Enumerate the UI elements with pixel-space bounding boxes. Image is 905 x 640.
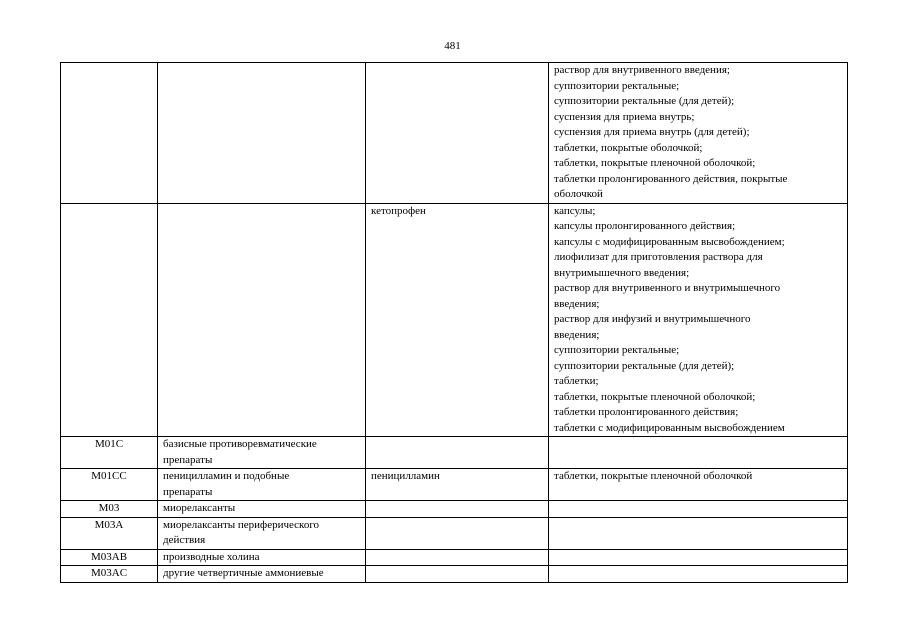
- dosage-form-line: суппозитории ректальные;: [554, 344, 680, 356]
- dosage-form-line: таблетки пролонгированного действия, покрытые: [554, 172, 788, 185]
- drug-name-cell: [366, 549, 549, 566]
- table-row: [61, 549, 848, 566]
- group-name-cell: [158, 437, 366, 469]
- dosage-form-line: раствор для внутривенного введения;: [554, 64, 730, 76]
- group-name-line: базисные противоревматические: [163, 438, 317, 450]
- drug-name-cell: [366, 437, 549, 469]
- dosage-form-line: раствор для инфузий и внутримышечного: [554, 313, 751, 325]
- table-row: [61, 566, 848, 583]
- group-name-cell: [158, 203, 366, 437]
- drug-name-cell: [366, 501, 549, 518]
- group-name-line: производные холина: [163, 550, 260, 563]
- dosage-form-line: внутримышечного введения;: [554, 266, 690, 279]
- dosage-form-line: таблетки с модифицированным высвобождением: [554, 421, 785, 434]
- dosage-form-line: суспензия для приема внутрь;: [554, 110, 695, 123]
- dosage-form-line: введения;: [554, 328, 600, 341]
- dosage-form-line: таблетки, покрытые пленочной оболочкой: [554, 470, 753, 482]
- dosage-forms-cell: [549, 63, 848, 204]
- atc-code-cell: M03A: [61, 517, 158, 549]
- drug-table-body: [61, 63, 848, 583]
- dosage-forms-cell: [549, 517, 848, 549]
- dosage-form-line: оболочкой: [554, 188, 603, 200]
- group-name-line: пеницилламин и подобные: [163, 470, 290, 482]
- drug-name-cell: [366, 517, 549, 549]
- group-name-line: препараты: [163, 485, 213, 498]
- dosage-form-line: таблетки, покрытые пленочной оболочкой;: [554, 157, 756, 169]
- dosage-form-line: суспензия для приема внутрь (для детей);: [554, 126, 750, 138]
- dosage-form-line: таблетки, покрытые оболочкой;: [554, 141, 703, 154]
- group-name-cell: [158, 469, 366, 501]
- group-name-cell: [158, 566, 366, 583]
- table-row: [61, 501, 848, 518]
- dosage-form-line: суппозитории ректальные (для детей);: [554, 359, 735, 372]
- dosage-forms-cell: [549, 437, 848, 469]
- dosage-forms-cell: [549, 566, 848, 583]
- dosage-form-line: капсулы пролонгированного действия;: [554, 220, 736, 232]
- table-row: [61, 63, 848, 204]
- atc-code-cell: M01C: [61, 437, 158, 469]
- dosage-forms-cell: [549, 501, 848, 518]
- group-name-cell: [158, 501, 366, 518]
- atc-code-cell: M03: [61, 501, 158, 518]
- drug-name-cell: пеницилламин: [366, 469, 549, 501]
- dosage-form-line: таблетки пролонгированного действия;: [554, 406, 739, 418]
- dosage-form-line: таблетки;: [554, 375, 599, 387]
- atc-code-cell: [61, 203, 158, 437]
- dosage-form-line: суппозитории ректальные (для детей);: [554, 95, 735, 107]
- table-row: [61, 469, 848, 501]
- dosage-form-line: капсулы;: [554, 204, 596, 217]
- dosage-form-line: таблетки, покрытые пленочной оболочкой;: [554, 390, 756, 403]
- dosage-form-line: введения;: [554, 297, 600, 310]
- group-name-cell: [158, 63, 366, 204]
- group-name-line: другие четвертичные аммониевые: [163, 567, 324, 579]
- group-name-line: миорелаксанты периферического: [163, 518, 320, 531]
- dosage-form-line: суппозитории ректальные;: [554, 79, 680, 92]
- group-name-cell: [158, 549, 366, 566]
- drug-name-cell: кетопрофен: [366, 203, 549, 437]
- dosage-form-line: раствор для внутривенного и внутримышечного: [554, 282, 781, 294]
- dosage-form-line: капсулы с модифицированным высвобождением;: [554, 235, 785, 248]
- group-name-line: миорелаксанты: [163, 502, 236, 514]
- group-name-cell: [158, 517, 366, 549]
- dosage-forms-cell: [549, 203, 848, 437]
- page-number: 481: [444, 40, 461, 52]
- drug-table: [60, 62, 848, 583]
- dosage-forms-cell: [549, 549, 848, 566]
- table-row: [61, 437, 848, 469]
- dosage-forms-cell: [549, 469, 848, 501]
- group-name-line: препараты: [163, 453, 213, 466]
- table-row: [61, 517, 848, 549]
- group-name-line: действия: [163, 534, 206, 546]
- atc-code-cell: M03AB: [61, 549, 158, 566]
- dosage-form-line: лиофилизат для приготовления раствора для: [554, 251, 763, 263]
- drug-name-cell: [366, 63, 549, 204]
- atc-code-cell: M03AC: [61, 566, 158, 583]
- atc-code-cell: M01CC: [61, 469, 158, 501]
- atc-code-cell: [61, 63, 158, 204]
- table-row: [61, 203, 848, 437]
- drug-name-cell: [366, 566, 549, 583]
